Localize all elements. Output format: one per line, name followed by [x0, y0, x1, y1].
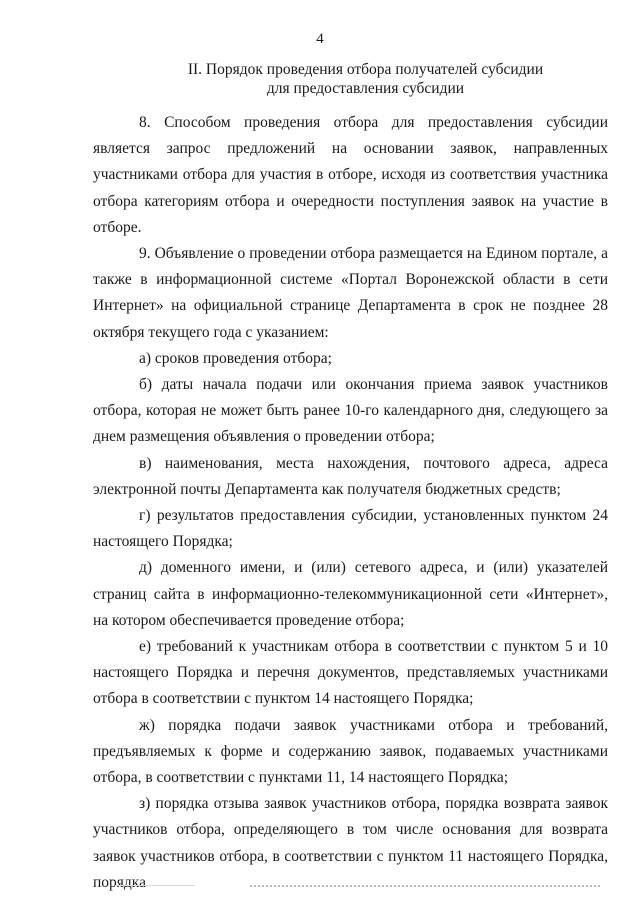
section-heading-line-2: для предоставления субсидии — [266, 80, 465, 97]
page-number: 4 — [316, 31, 324, 47]
list-item-zh: ж) порядка подачи заявок участниками отбора и требований, предъявляемых к форме и содержанию заявок, подаваемых участниками отбора, в соответствии с пунктами 11, 14 настоящего Порядка; — [93, 716, 608, 787]
list-item-g: г) результатов предоставления субсидии, установленных пунктом 24 настоящего Порядка; — [93, 507, 608, 551]
list-item-a: а) сроков проведения отбора; — [139, 349, 332, 367]
list-item-e: е) требований к участникам отбора в соответствии с пунктом 5 и 10 настоящего Порядка и перечня документов, представляемых участниками отбора в соответствии с пунктом 14 настоящего Порядка; — [93, 638, 608, 708]
paragraph-item-8: 8. Способом проведения отбора для предоставления субсидии является запрос предложений на основании заявок, направленных участниками отбора для участия в отборе, исходя из соответствия участника отбора категориям отбора и очередности поступления заявок на участие в отборе. — [93, 114, 608, 236]
list-item-z: з) порядка отзыва заявок участников отбора, порядка возврата заявок участников отбора, определяющего в том числе основания для возврата заявок участников отбора, в соответствии с пунктом 11 настоящего Порядка, порядка — [93, 795, 608, 891]
list-item-d: д) доменного имени, и (или) сетевого адреса, и (или) указателей страниц сайта в информационно-телекоммуникационной сети «Интернет», на котором обеспечивается проведение отбора; — [93, 559, 608, 629]
paragraph-item-9: 9. Объявление о проведении отбора размещается на Едином портале, а также в информационной системе «Портал Воронежской области в сети Интернет» на официальной странице Департамента в срок не позднее 28 октября текущего года с указанием: — [93, 245, 608, 341]
section-heading-line-1: II. Порядок проведения отбора получателей субсидии — [187, 61, 544, 78]
list-item-v: в) наименования, места нахождения, почтового адреса, адреса электронной почты Департамента как получателя бюджетных средств; — [93, 454, 608, 498]
body-text — [93, 110, 608, 896]
section-heading — [93, 60, 608, 98]
list-item-b: б) даты начала подачи или окончания приема заявок участников отбора, которая не может быть ранее 10-го календарного дня, следующего за днем размещения объявления о проведении отбора; — [93, 376, 608, 446]
scan-artifact-dotted-line — [250, 885, 600, 887]
scan-artifact-line — [115, 885, 195, 886]
